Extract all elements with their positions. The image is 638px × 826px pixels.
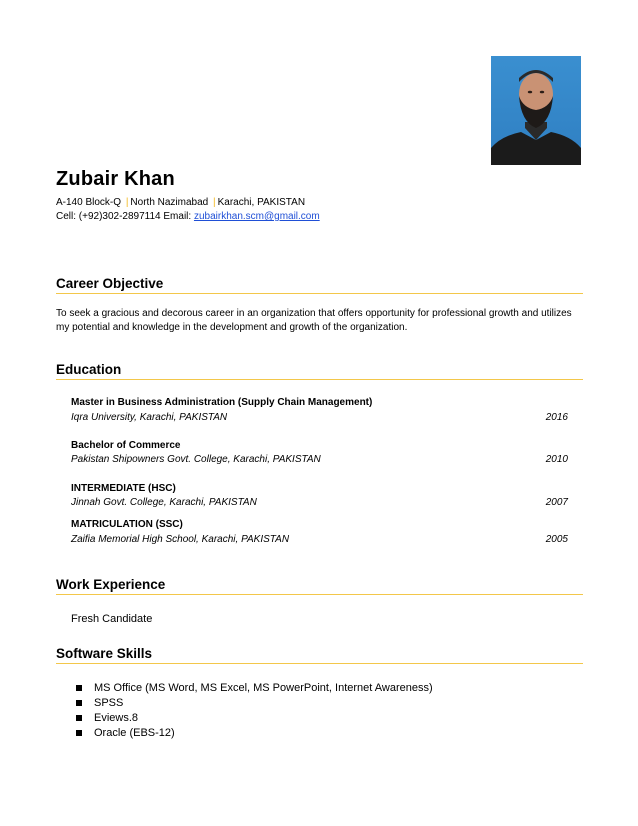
address-street: A-140 Block-Q: [56, 197, 122, 208]
career-objective-text: To seek a gracious and decorous career in an organization that offers opportunity for professional growth and utilizes my potential and knowledge in the development and growth of the organization.: [56, 308, 572, 333]
candidate-name: Zubair Khan: [56, 168, 175, 190]
list-item: [76, 681, 433, 696]
address-line: [56, 196, 305, 209]
education-degree: MATRICULATION (SSC): [71, 519, 183, 530]
profile-photo: [491, 56, 581, 165]
skill-label: SPSS: [94, 697, 124, 709]
contact-line: [56, 210, 320, 223]
education-school: Jinnah Govt. College, Karachi, PAKISTAN: [71, 497, 257, 508]
square-bullet-icon: [76, 685, 82, 691]
address-separator: |: [213, 197, 216, 208]
education-degree: INTERMEDIATE (HSC): [71, 483, 176, 494]
education-school: Pakistan Shipowners Govt. College, Karachi, PAKISTAN: [71, 454, 321, 465]
cell-and-email-label: Cell: (+92)302-2897114 Email:: [56, 211, 192, 222]
education-degree: Bachelor of Commerce: [71, 440, 181, 451]
education-year: 2007: [545, 497, 568, 508]
education-year: 2016: [545, 412, 568, 423]
education-degree: Master in Business Administration (Supply Chain Management): [71, 397, 373, 408]
software-skills-list: [76, 681, 433, 741]
skill-label: Eviews.8: [94, 712, 139, 724]
skill-label: Oracle (EBS-12): [94, 727, 175, 739]
work-experience-text: Fresh Candidate: [71, 613, 153, 625]
list-item: [76, 696, 433, 711]
section-title-career-objective: Career Objective: [56, 276, 583, 294]
section-title-education: Education: [56, 362, 583, 380]
education-year: 2005: [545, 534, 568, 545]
education-school: Zaifia Memorial High School, Karachi, PAKISTAN: [71, 534, 290, 545]
education-year: 2010: [545, 454, 568, 465]
email-link[interactable]: zubairkhan.scm@gmail.com: [193, 211, 320, 222]
address-area: North Nazimabad: [130, 197, 209, 208]
address-city: Karachi, PAKISTAN: [217, 197, 306, 208]
square-bullet-icon: [76, 715, 82, 721]
skill-label: MS Office (MS Word, MS Excel, MS PowerPoint, Internet Awareness): [94, 682, 433, 694]
education-school: Iqra University, Karachi, PAKISTAN: [71, 412, 228, 423]
section-title-work-experience: Work Experience: [56, 577, 583, 595]
square-bullet-icon: [76, 700, 82, 706]
square-bullet-icon: [76, 730, 82, 736]
section-title-software-skills: Software Skills: [56, 646, 583, 664]
list-item: [76, 711, 433, 726]
address-separator: |: [125, 197, 129, 208]
list-item: [76, 726, 433, 741]
